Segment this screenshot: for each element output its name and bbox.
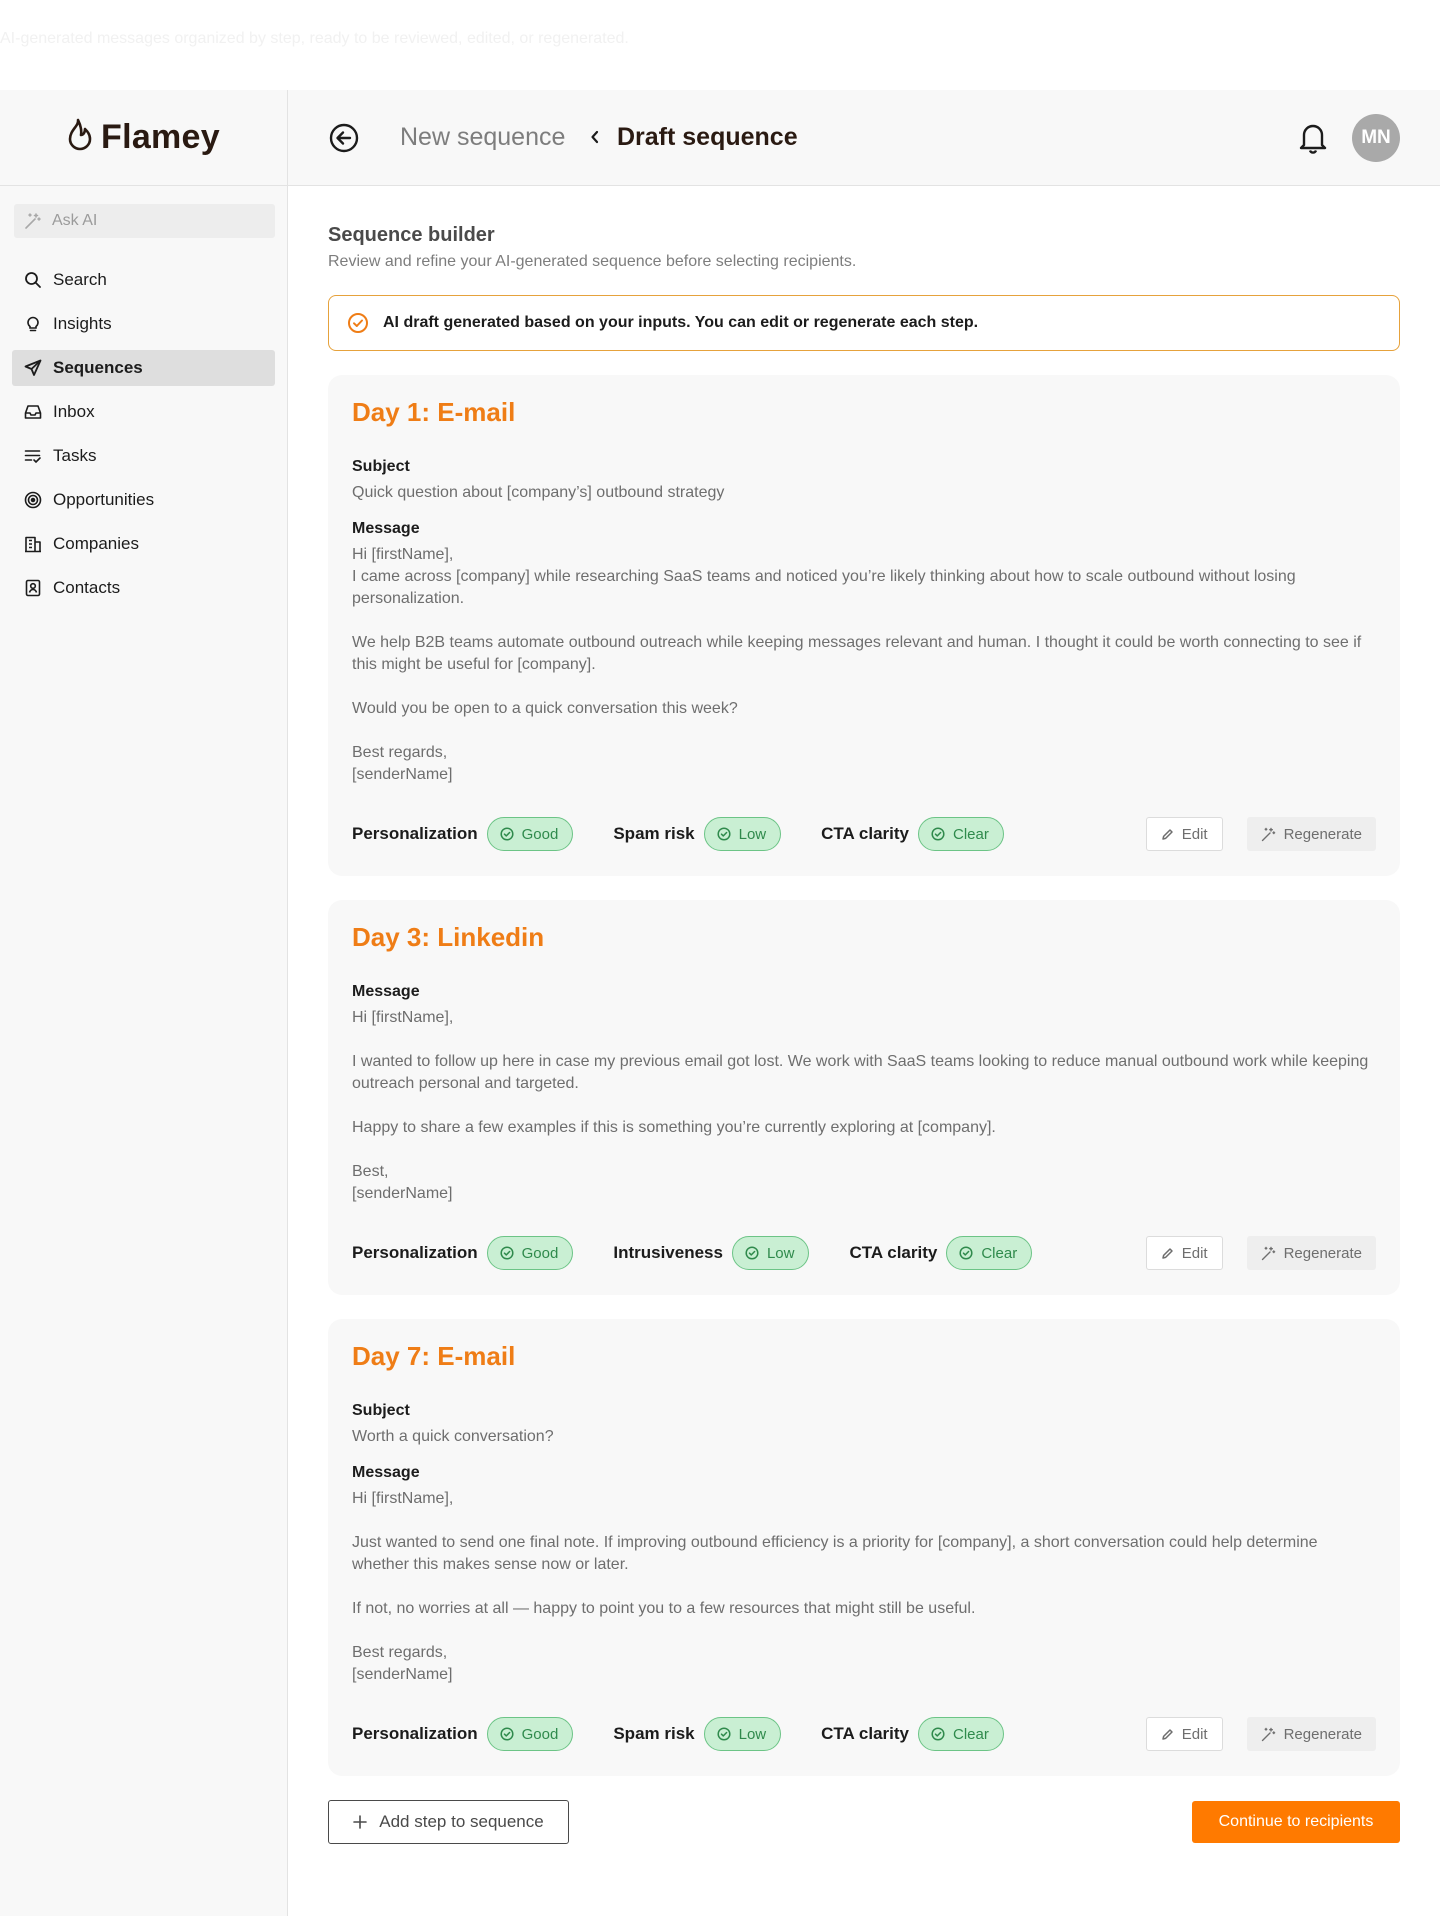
- page-subtitle: Review and refine your AI-generated sequence before selecting recipients.: [328, 253, 857, 270]
- pencil-icon: [1161, 1247, 1174, 1260]
- magic-wand-icon: [1261, 1727, 1276, 1742]
- status-badge: [918, 1717, 1004, 1751]
- step-title: Day 7: E-mail: [352, 1341, 516, 1371]
- subject-label: Subject: [352, 1402, 410, 1419]
- badge-value: Low: [738, 1725, 767, 1743]
- edit-label: Edit: [1181, 1725, 1208, 1743]
- check-circle-icon: [959, 1246, 973, 1260]
- status-badge: [704, 817, 782, 851]
- step-card-day-1: [328, 375, 1400, 876]
- message-paragraph: Happy to share a few examples if this is something you’re currently exploring at [company].: [352, 1119, 996, 1136]
- edit-button[interactable]: [1146, 1717, 1223, 1751]
- message-paragraph: Would you be open to a quick conversation this week?: [352, 700, 738, 717]
- status-badge: [918, 817, 1004, 851]
- check-circle-icon: [931, 827, 945, 841]
- ask-ai-input[interactable]: [14, 204, 275, 238]
- metric-label: Spam risk: [613, 1724, 695, 1743]
- metric-label: CTA clarity: [821, 824, 909, 843]
- message-label: Message: [352, 520, 420, 537]
- step-card-day-3: [328, 900, 1400, 1295]
- sidebar-item-search[interactable]: [12, 262, 275, 298]
- message-paragraph: If not, no worries at all — happy to point you to a few resources that might still be useful.: [352, 1600, 976, 1617]
- sidebar-item-label: Tasks: [53, 446, 97, 465]
- breadcrumb-parent[interactable]: New sequence: [400, 123, 566, 151]
- check-circle-icon: [717, 827, 731, 841]
- metric-label: Personalization: [352, 824, 478, 843]
- message-paragraph: We help B2B teams automate outbound outreach while keeping messages relevant and human. I thought it could be worth connecting to see if this might be useful for [company].: [352, 634, 1362, 673]
- message-body: [352, 1488, 1376, 1686]
- message-paragraph: Hi [firstName],: [352, 1009, 454, 1026]
- regenerate-label: Regenerate: [1283, 1244, 1362, 1262]
- sidebar-item-label: Search: [53, 270, 107, 289]
- sidebar-item-label: Inbox: [53, 402, 95, 421]
- bell-icon[interactable]: [1298, 122, 1328, 159]
- footer-actions: [328, 1800, 1400, 1844]
- metric-label: Personalization: [352, 1724, 478, 1743]
- metric-personalization: [352, 1236, 573, 1270]
- badge-value: Good: [521, 825, 559, 843]
- main-content: [328, 186, 1400, 1844]
- step-card-day-7: [328, 1319, 1400, 1776]
- message-paragraph: I wanted to follow up here in case my previous email got lost. We work with SaaS teams looking to reduce manual outbound work while keeping outreach personal and targeted.: [352, 1053, 1369, 1092]
- metric-label: Intrusiveness: [613, 1243, 723, 1262]
- metric-cta-clarity: [821, 1717, 1004, 1751]
- magic-wand-icon: [1261, 827, 1276, 842]
- banner-text: AI draft generated based on your inputs. You can edit or regenerate each step.: [383, 314, 979, 331]
- brand[interactable]: [0, 90, 287, 186]
- message-paragraph: Best regards, [senderName]: [352, 1644, 453, 1683]
- contact-icon: [24, 579, 42, 597]
- check-circle-icon: [717, 1727, 731, 1741]
- regenerate-button[interactable]: [1247, 1717, 1376, 1751]
- check-circle-icon: [500, 827, 514, 841]
- plus-icon: [353, 1815, 367, 1829]
- regenerate-button[interactable]: [1247, 817, 1376, 851]
- edit-label: Edit: [1181, 1244, 1208, 1262]
- avatar[interactable]: MN: [1352, 114, 1400, 162]
- building-icon: [24, 535, 42, 553]
- regenerate-button[interactable]: [1247, 1236, 1376, 1270]
- target-icon: [24, 491, 42, 509]
- message-paragraph: Hi [firstName], I came across [company] while researching SaaS teams and noticed you’re likely thinking about how to scale outbound without losing personalization.: [352, 546, 1296, 607]
- send-icon: [24, 359, 42, 377]
- sidebar-item-label: Companies: [53, 534, 139, 553]
- metric-cta-clarity: [821, 817, 1004, 851]
- top-note: AI-generated messages organized by step, ready to be reviewed, edited, or regenerated.: [0, 30, 629, 47]
- status-badge: [487, 1717, 574, 1751]
- message-paragraph: Best, [senderName]: [352, 1163, 453, 1202]
- regenerate-label: Regenerate: [1283, 1725, 1362, 1743]
- status-badge: [704, 1717, 782, 1751]
- arrow-left-circle-icon: [328, 122, 360, 154]
- badge-value: Good: [521, 1725, 559, 1743]
- status-badge: [487, 1236, 574, 1270]
- metric-spam-risk: [613, 1717, 781, 1751]
- chevron-left-icon: [590, 130, 600, 149]
- metric-personalization: [352, 1717, 573, 1751]
- add-step-label: Add step to sequence: [379, 1812, 544, 1831]
- metric-label: Personalization: [352, 1243, 478, 1262]
- status-badge: [732, 1236, 810, 1270]
- metric-label: CTA clarity: [849, 1243, 938, 1262]
- metric-label: CTA clarity: [821, 1724, 909, 1743]
- edit-button[interactable]: [1146, 1236, 1223, 1270]
- sidebar: [0, 90, 288, 1916]
- magic-wand-icon: [24, 212, 42, 230]
- step-title: Day 1: E-mail: [352, 397, 516, 427]
- ask-ai-label: Ask AI: [52, 212, 98, 229]
- badge-value: Low: [738, 825, 767, 843]
- badge-value: Good: [521, 1244, 559, 1262]
- badge-value: Clear: [953, 1725, 989, 1743]
- sidebar-item-tasks[interactable]: [12, 438, 275, 474]
- sidebar-item-label: Sequences: [53, 358, 143, 377]
- message-body: [352, 544, 1376, 786]
- message-paragraph: Hi [firstName],: [352, 1490, 454, 1507]
- quality-metrics: [352, 1235, 1376, 1271]
- magic-wand-icon: [1261, 1246, 1276, 1261]
- message-paragraph: Just wanted to send one final note. If improving outbound efficiency is a priority for [company], a short conversation could help determine whether this makes sense now or later.: [352, 1534, 1318, 1573]
- sidebar-nav: [0, 262, 287, 606]
- top-header: [288, 90, 1440, 186]
- check-circle-icon: [745, 1246, 759, 1260]
- edit-button[interactable]: [1146, 817, 1223, 851]
- page-title: Sequence builder: [328, 224, 495, 246]
- check-circle-icon: [500, 1727, 514, 1741]
- breadcrumb-current: Draft sequence: [617, 123, 798, 151]
- pencil-icon: [1161, 1728, 1174, 1741]
- metric-personalization: [352, 817, 573, 851]
- regenerate-label: Regenerate: [1283, 825, 1362, 843]
- status-badge: [946, 1236, 1032, 1270]
- brand-name: Flamey: [101, 118, 220, 156]
- lightbulb-icon: [24, 315, 42, 333]
- subject-value: Worth a quick conversation?: [352, 1428, 554, 1445]
- message-label: Message: [352, 983, 420, 1000]
- sidebar-item-companies[interactable]: [12, 526, 275, 562]
- flame-icon: [67, 118, 93, 157]
- check-circle-icon: [500, 1246, 514, 1260]
- status-badge: [487, 817, 574, 851]
- message-paragraph: Best regards, [senderName]: [352, 744, 453, 783]
- continue-to-recipients-button[interactable]: Continue to recipients: [1192, 1801, 1400, 1843]
- edit-label: Edit: [1181, 825, 1208, 843]
- check-circle-icon: [931, 1727, 945, 1741]
- sidebar-item-opportunities[interactable]: [12, 482, 275, 518]
- sidebar-item-sequences[interactable]: [12, 350, 275, 386]
- sidebar-item-insights[interactable]: [12, 306, 275, 342]
- check-circle-icon: [347, 312, 369, 334]
- sidebar-item-label: Contacts: [53, 578, 121, 597]
- sidebar-item-label: Insights: [53, 314, 112, 333]
- sidebar-item-label: Opportunities: [53, 490, 155, 509]
- metric-cta-clarity: [849, 1236, 1032, 1270]
- subject-value: Quick question about [company’s] outbound strategy: [352, 484, 725, 501]
- search-icon: [24, 271, 42, 289]
- quality-metrics: [352, 816, 1376, 852]
- badge-value: Low: [766, 1244, 795, 1262]
- sidebar-item-contacts[interactable]: [12, 570, 275, 606]
- back-button[interactable]: [328, 122, 360, 154]
- ai-draft-banner: [328, 295, 1400, 351]
- metric-label: Spam risk: [613, 824, 695, 843]
- quality-metrics: [352, 1716, 1376, 1752]
- message-body: [352, 1007, 1376, 1205]
- step-title: Day 3: Linkedin: [352, 922, 545, 952]
- message-label: Message: [352, 1464, 420, 1481]
- inbox-icon: [24, 403, 42, 421]
- badge-value: Clear: [981, 1244, 1018, 1262]
- metric-spam-risk: [613, 817, 781, 851]
- pencil-icon: [1161, 828, 1174, 841]
- add-step-button[interactable]: [328, 1800, 569, 1844]
- metric-intrusiveness: [613, 1236, 809, 1270]
- tasks-icon: [24, 447, 42, 465]
- subject-label: Subject: [352, 458, 410, 475]
- sidebar-item-inbox[interactable]: [12, 394, 275, 430]
- badge-value: Clear: [953, 825, 989, 843]
